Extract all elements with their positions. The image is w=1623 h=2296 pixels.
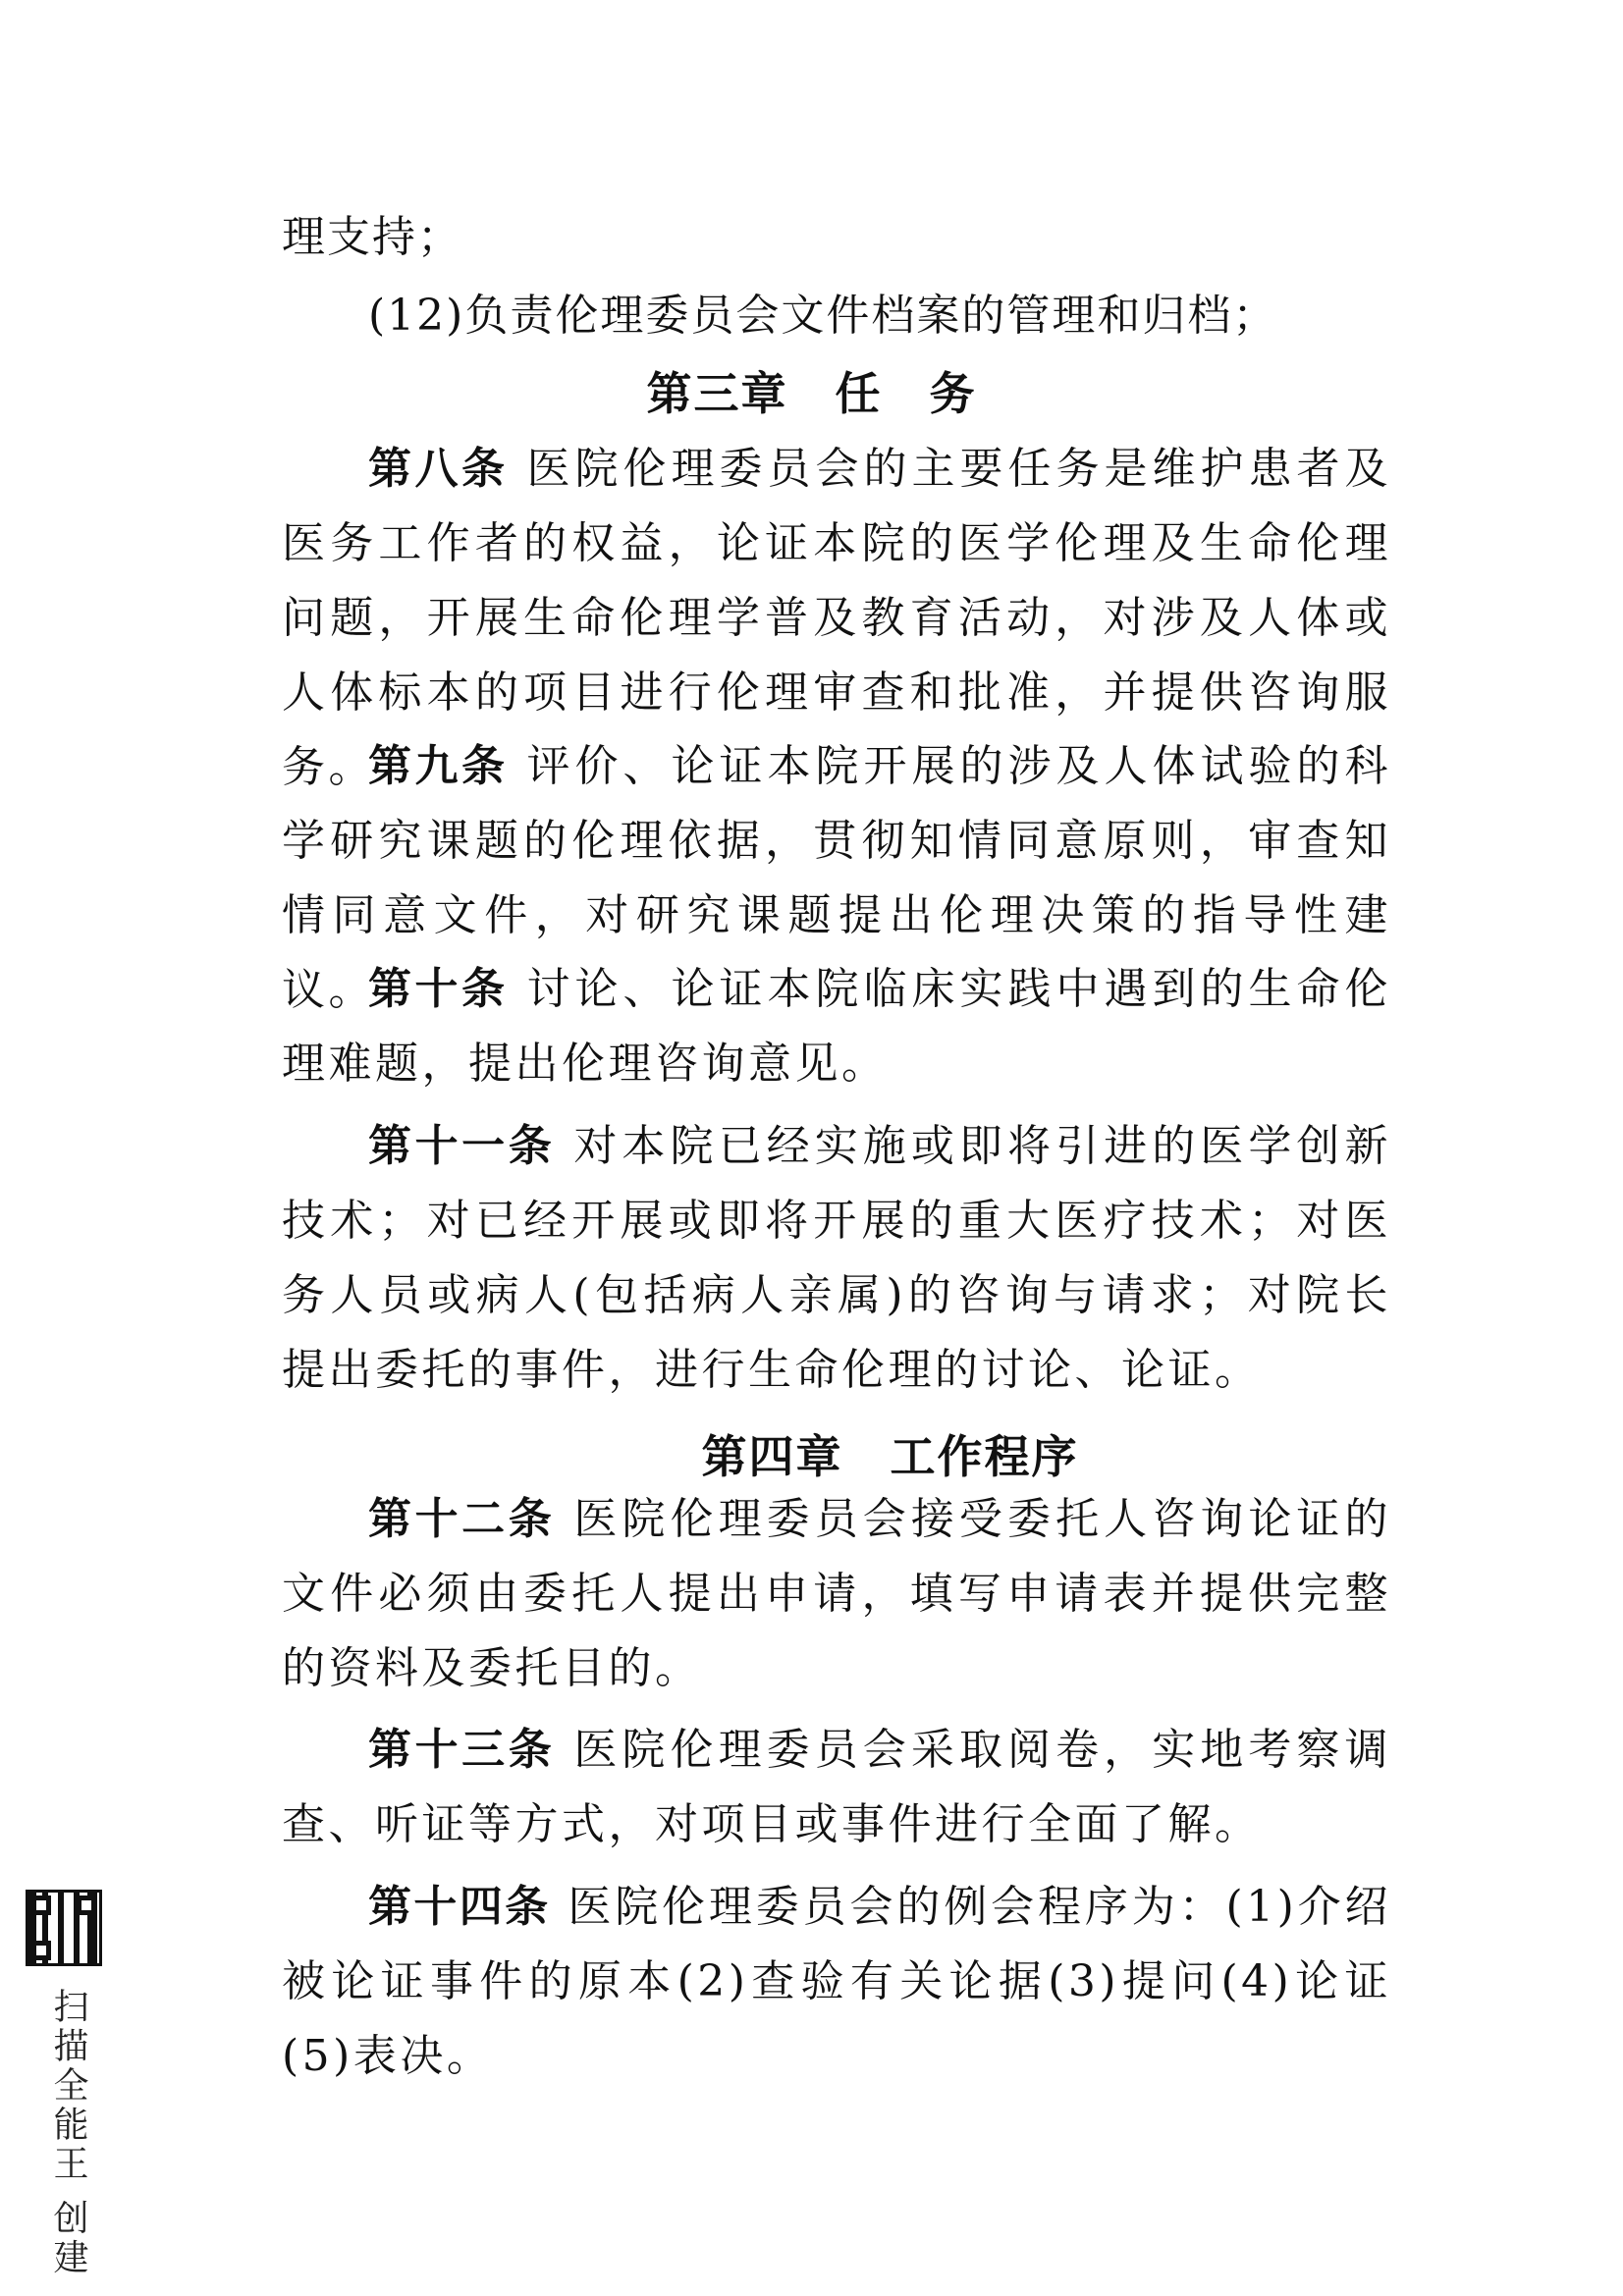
qr-code-icon [26, 1890, 102, 1966]
article-12-text: 医院伦理委员会接受委托人咨询论证的文件必须由委托人提出申请，填写申请表并提供完整的资料及委托目的。 [282, 1494, 1392, 1693]
article-10 [282, 952, 1391, 1101]
article-14 [282, 1870, 1391, 2094]
article-8-label: 第八条 [368, 444, 509, 494]
chapter-4-heading: 第四章 工作程序 [701, 1430, 1079, 1483]
article-9-label: 第九条 [368, 741, 509, 791]
article-13-text: 医院伦理委员会采取阅卷，实地考察调查、听证等方式，对项目或事件进行全面了解。 [282, 1725, 1392, 1849]
article-12 [282, 1482, 1391, 1706]
article-14-label: 第十四条 [368, 1882, 551, 1932]
article-11-label: 第十一条 [368, 1121, 556, 1171]
article-9-text: 评价、论证本院开展的涉及人体试验的科学研究课题的伦理依据，贯彻知情同意原则，审查知情同意文件，对研究课题提出伦理决策的指导性建议。 [282, 741, 1391, 1015]
article-10-text: 讨论、论证本院临床实践中遇到的生命伦理难题，提出伦理咨询意见。 [282, 964, 1391, 1089]
article-12-label: 第十二条 [368, 1494, 556, 1544]
scanner-watermark [26, 1890, 104, 2277]
article-11-text: 对本院已经实施或即将引进的医学创新技术；对已经开展或即将开展的重大医疗技术；对医务人员或病人(包括病人亲属)的咨询与请求；对院长提出委托的事件，进行生命伦理的讨论、论证。 [282, 1121, 1392, 1395]
article-11 [282, 1109, 1391, 1408]
continued-line: 理支持； [282, 212, 462, 262]
article-14-text: 医院伦理委员会的例会程序为：(1)介绍被论证事件的原本(2)查验有关论据(3)提问(4)论证(5)表决。 [282, 1882, 1391, 2081]
article-10-label: 第十条 [368, 964, 509, 1014]
article-13 [282, 1713, 1391, 1862]
article-8-text: 医院伦理委员会的主要任务是维护患者及医务工作者的权益，论证本院的医学伦理及生命伦理问题，开展生命伦理学普及教育活动，对涉及人体或人体标本的项目进行伦理审查和批准，并提供咨询服务。 [282, 444, 1391, 792]
scanner-watermark-text: 扫描全能王 创建 [48, 1988, 88, 2278]
item-12: (12)负责伦理委员会文件档案的管理和归档； [368, 291, 1278, 341]
article-13-label: 第十三条 [368, 1725, 556, 1775]
chapter-3-heading: 第三章 任 务 [646, 367, 977, 420]
